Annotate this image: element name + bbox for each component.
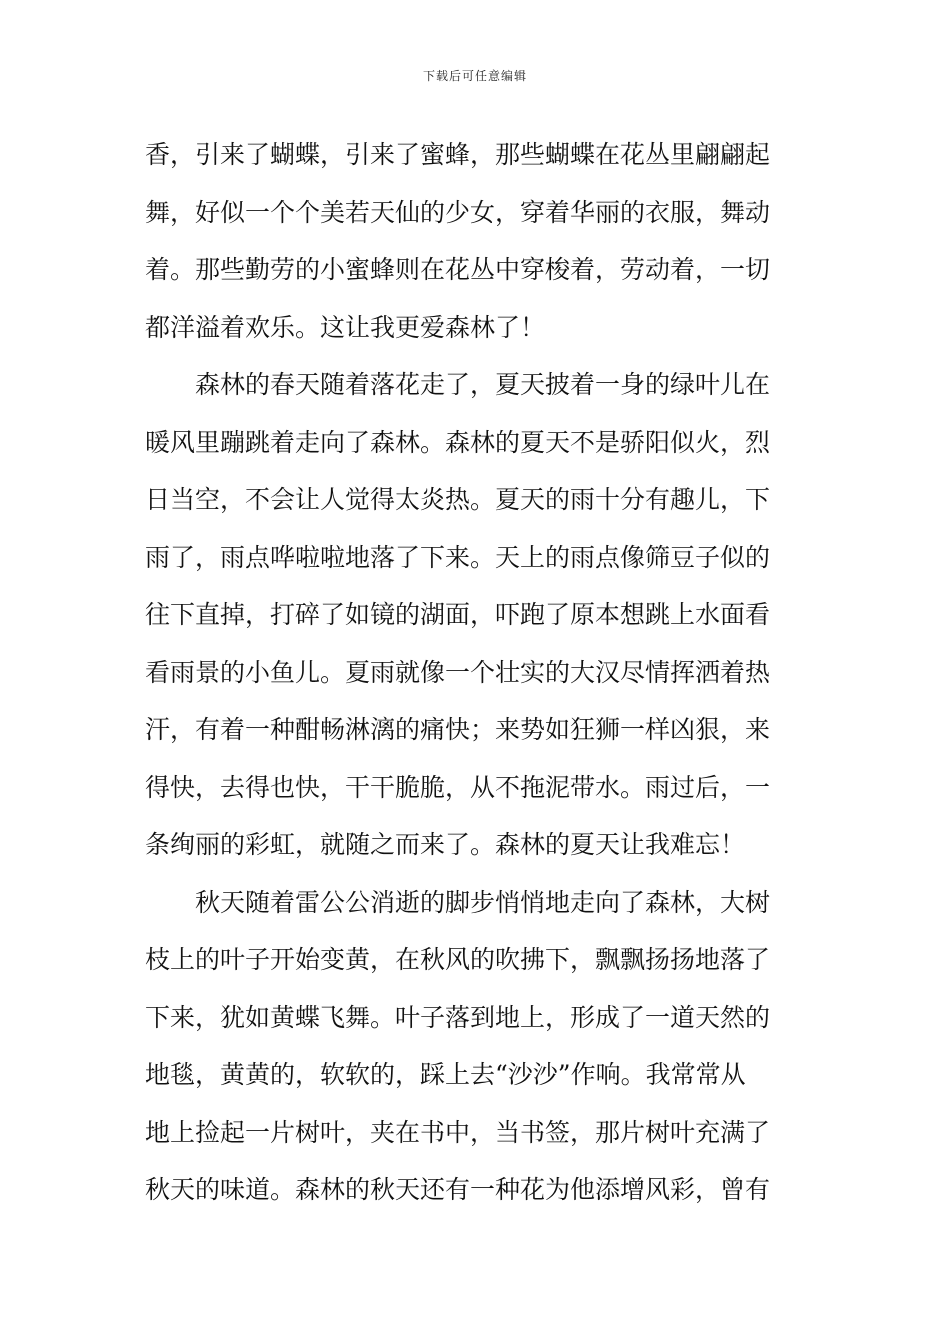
text-line: 着。那些勤劳的小蜜蜂则在花丛中穿梭着，劳动着，一切	[145, 255, 771, 284]
text-line: 往下直掉，打碎了如镜的湖面，吓跑了原本想跳上水面看	[145, 600, 771, 629]
text-line: 日当空，不会让人觉得太炎热。夏天的雨十分有趣儿，下	[145, 485, 771, 514]
text-line: 秋天的味道。森林的秋天还有一种花为他添增风彩，曾有	[145, 1175, 771, 1204]
document-body	[145, 126, 805, 1219]
text-line: 得快，去得也快，干干脆脆，从不拖泥带水。雨过后，一	[145, 772, 771, 802]
text-line: 舞，好似一个个美若天仙的少女，穿着华丽的衣服，舞动	[145, 197, 771, 227]
text-line: 暖风里蹦跳着走向了森林。森林的夏天不是骄阳似火，烈	[145, 427, 771, 457]
text-line: 雨了，雨点哗啦啦地落了下来。天上的雨点像筛豆子似的	[145, 542, 771, 572]
text-line: 地毯，黄黄的，软软的，踩上去“沙沙”作响。我常常从	[145, 1060, 746, 1089]
text-line: 枝上的叶子开始变黄，在秋风的吹拂下，飘飘扬扬地落了	[145, 945, 771, 974]
text-line: 看雨景的小鱼儿。夏雨就像一个壮实的大汉尽情挥洒着热	[145, 657, 771, 687]
text-line: 条绚丽的彩虹，就随之而来了。森林的夏天让我难忘！	[145, 830, 746, 859]
text-line: 汗，有着一种酣畅淋漓的痛快；来势如狂狮一样凶狠，来	[145, 715, 771, 744]
text-line: 香，引来了蝴蝶，引来了蜜蜂，那些蝴蝶在花丛里翩翩起	[145, 140, 771, 169]
text-line: 地上捡起一片树叶，夹在书中，当书签，那片树叶充满了	[145, 1117, 771, 1147]
page-header: 下载后可任意编辑	[422, 69, 527, 83]
text-line: 都洋溢着欢乐。这让我更爱森林了！	[145, 312, 546, 342]
text-line: 下来，犹如黄蝶飞舞。叶子落到地上，形成了一道天然的	[145, 1002, 771, 1032]
text-line: 秋天随着雷公公消逝的脚步悄悄地走向了森林，大树	[145, 887, 771, 917]
text-line: 森林的春天随着落花走了，夏天披着一身的绿叶儿在	[145, 370, 771, 399]
